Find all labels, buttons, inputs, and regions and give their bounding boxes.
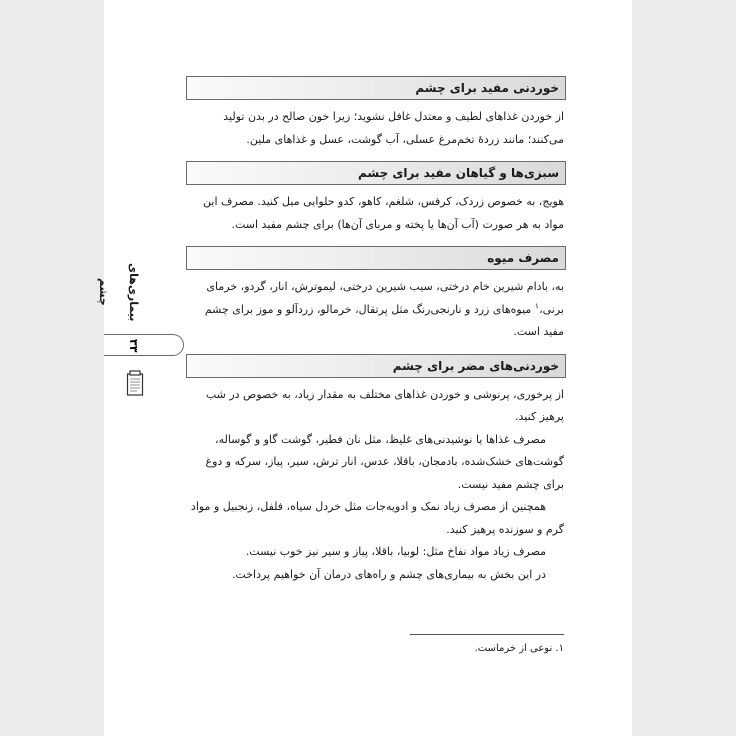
running-title-tab (97, 252, 148, 332)
paragraph: مصرف غذاها یا نوشیدنی‌های غلیظ، مثل نان فطیر، گوشت گاو و گوساله، گوشت‌های خشک‌شده، بادمجان، باقلا، عدس، انار ترش، سیر، پیاز، سرکه و دوغ برای چشم مفید نیست. (205, 432, 564, 491)
section-heading: خوردنی مفید برای چشم (186, 76, 566, 100)
section-heading: خوردنی‌های مضر برای چشم (186, 354, 566, 378)
paragraph: هویج، به خصوص زردک، کرفس، شلغم، کاهو، کدو حلوایی میل کنید. مصرف این مواد به هر صورت (آب آن‌ها یا پخته و مربای آن‌ها) برای چشم مفید است. (203, 195, 564, 231)
footnote: ۱. نوعی از خرماست. (474, 643, 564, 654)
section-harmful-foods (186, 354, 566, 587)
paragraph-part: به، بادام شیرین خام درختی، سیب شیرین درختی، لیموترش، انار، گردو، خرمای برنی، (206, 280, 564, 316)
section-heading: سبزی‌ها و گیاهان مفید برای چشم (186, 161, 566, 185)
paragraph: همچنین از مصرف زیاد نمک و ادویه‌جات مثل خردل سیاه، فلفل، زنجبیل و مواد گرم و سوزنده پرهیز کنید. (190, 500, 564, 536)
section-fruits (186, 246, 566, 344)
paragraph: از خوردن غذاهای لطیف و معتدل غافل نشوید؛ زیرا خون صالح در بدن تولید می‌کنند؛ مانند زردهٔ تخم‌مرغ عسلی، آب گوشت، عسل و غذاهای ملین. (223, 110, 564, 146)
paragraph-part: میوه‌های زرد و نارنجی‌رنگ مثل پرتقال، خرمالو، زردآلو و موز برای چشم مفید است. (204, 302, 564, 338)
section-useful-foods (186, 76, 566, 151)
paragraph: در این بخش به بیماری‌های چشم و راه‌های درمان آن خواهیم پرداخت. (231, 567, 546, 581)
footnote-divider (410, 634, 564, 635)
section-vegetables (186, 161, 566, 236)
paragraph: از پرخوری، پرنوشی و خوردن غذاهای مختلف به مقدار زیاد، به خصوص در شب پرهیز کنید. (205, 387, 564, 423)
book-icon (125, 369, 145, 397)
paragraph: مصرف زیاد مواد نفاخ مثل: لوبیا، باقلا، پیاز و سیر نیز خوب نیست. (245, 545, 546, 558)
section-heading: مصرف میوه (186, 246, 566, 270)
page-number: ۳۳ (127, 339, 140, 353)
footnote-mark: ۱ (534, 300, 540, 310)
paragraph (186, 276, 566, 344)
page-content (186, 76, 566, 596)
running-title: بیماری‌های چشم (97, 262, 140, 322)
